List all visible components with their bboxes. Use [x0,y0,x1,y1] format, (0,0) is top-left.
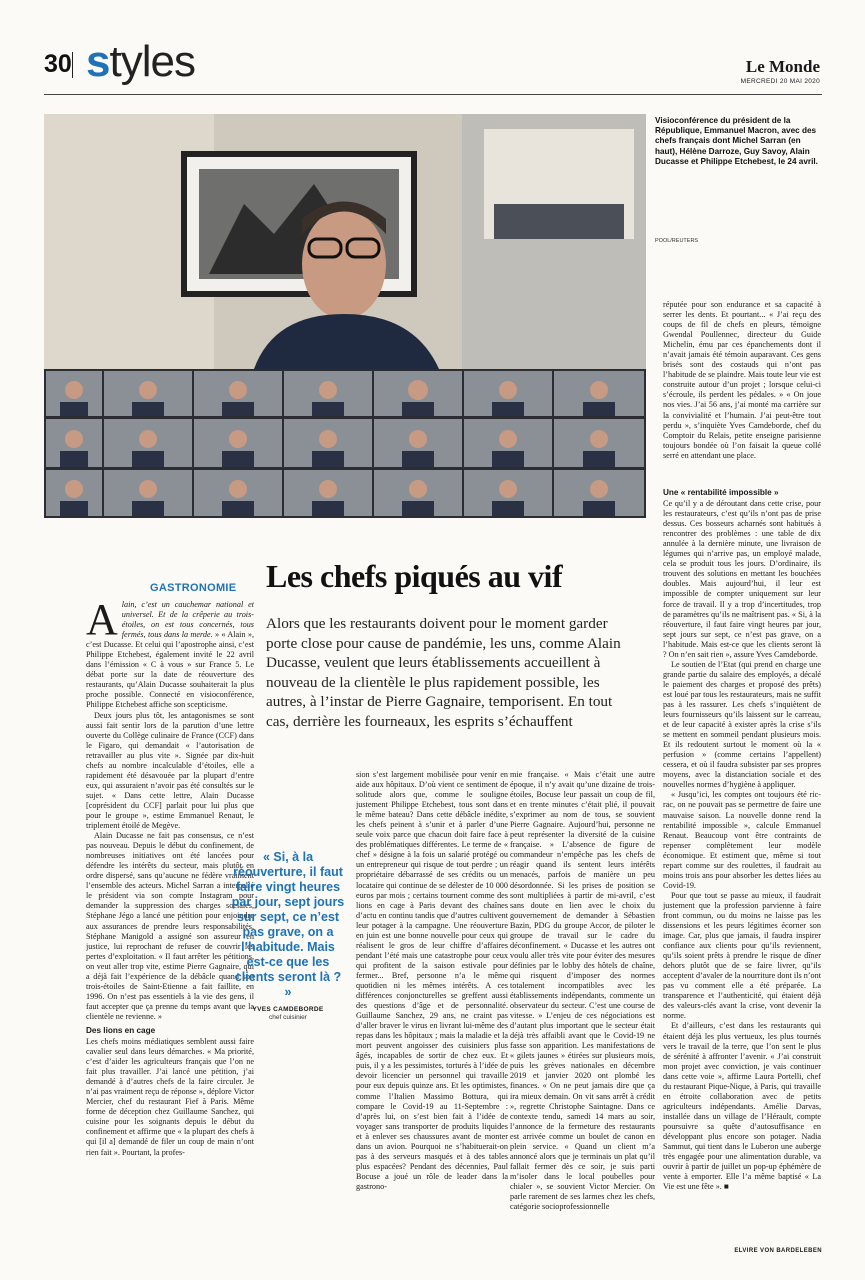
section-rest: tyles [109,37,195,86]
section-title [86,38,195,86]
paragraph: Ce qu’il y a de déroutant dans cette crise, pour les restaurateurs, c’est qu’ils n’ont pas de prise dessus. Ces bosseurs acharnés sont habitués à rencontrer des problèmes : une table de dix annulée à la dernière minute, une livraison de légumes qui n’arrive pas, un employé malade, cela se produit tous les jours. D’ordinaire, ils trouvent des solutions en mettant les bouchées doubles. Mais aujourd’hui, il leur est impossible de compter uniquement sur leur force de travail. Il y a trop d’incertitudes, trop de paramètres qu’ils ne maîtrisent pas. « Si, à la réouverture, il faut faire vingt heures par jour, sept jours sur sept, ce n’est pas grave, on a l’habitude. Mais est-ce que les clients seront là ? On n’en sait rien », assure Yves Camdeborde. [663,499,821,659]
drop-cap: A [86,600,118,644]
videoconference-photo [44,114,646,518]
article-lead: Alors que les restaurants doivent pour le moment garder porte close pour cause de pandémie, les uns, comme Alain Ducasse, veulent que leurs établissements accueillent à nouveau de la clientèle le plus rapidement possible, les autres, à l’instar de Pierre Gagnaire, temporisent. En tout cas, derrière les fourneaux, les esprits s’échauffent [266,615,621,730]
paragraph: Deux jours plus tôt, les antagonismes se sont aussi fait sentir lors de la parution d’une lettre ouverte du Collège culinaire de France (CCF) dans le Figaro, qui demandait « l’autorisation de retravailler au plus vite ». Signée par dix-huit chefs au nombre incalculable d’étoiles, elle a rapidement été désavouée par la plupart d’entre eux, qui assuraient n’avoir pas été consultés sur le sujet. « Dans cette lettre, Alain Ducasse [coprésident du CCF] parlait pour lui plus que pour le groupe », estime Emmanuel Renaut, le triplement étoilé de Megève. [86,710,254,831]
article-column-3 [510,770,655,1260]
author-signature: ELVIRE VON BARDELEBEN [734,1248,822,1254]
paragraph: Et d’ailleurs, c’est dans les restaurants qui étaient déjà les plus vertueux, les plus tournés vers le travail de la terre, que l’on sent le plus de sérénité à affronter l’avenir. « J’ai construit mon projet avec conviction, je vais continuer dans cette voie », affirme Laura Portelli, chef du restaurant Pique-Nique, à Paris, qui travaille en étroite collaboration avec de petits agriculteurs indépendants. Amélie Darvas, installée dans un village de l’Hérault, compte poursuivre sa quête d’autosuffisance en développant plus encore son potager. Nadia Sammut, qui tient dans le Luberon une auberge très engagée pour une alimentation durable, va ouvrir à partir de juillet un pop-up éphémère de vente à emporter. Elle l’a même baptisé « La Vie est une fête ». ■ [663,1021,821,1192]
masthead-logo: Le Monde [745,57,820,76]
pull-quote [230,850,346,1021]
quote-text: lain, c’est un cauchemar national et universel. Et de la crêperie au trois-étoiles, on est tous concernés, tous fermés, tous dans la merde. [121,600,254,640]
paragraph: Alain Ducasse ne fait pas consensus, ce n’est pas nouveau. Depuis le début du confinement, de nombreuses initiatives ont été lancées pour défendre les intérêts du secteur, mais plutôt en ordre dispersé, sans qu’aucune ne fédère vraiment l’ensemble des acteurs. Michel Sarran a interpellé le président via son compte Instagram pour demander la suppression des charges sociales, Stéphane Jégo a lancé une pétition pour enjoindre aux assurances de prendre leurs responsabilités, Stéphane Manigold a assigné son assureur en justice, lui reprochant de refuser de couvrir les pertes d’exploitation. « Il faut arrêter les pétitions, on veut aller trop vite, estime Pierre Gagnaire, qui a déjà fait l’expérience de la débâcle quand son trois-étoiles de Saint-Etienne a fait faillite, en 1996. On n’est pas essentiels à la vie des gens, il faut accepter que ça prenne du temps avant que la clientèle ne revienne. » [86,831,254,1021]
paragraph: Les chefs moins médiatiques semblent aussi faire cavalier seul dans leurs démarches. « Ma priorité, c’est d’aider les agriculteurs français que l’on ne fait plus travailler. J’ai lancé une pétition, j’ai demandé à d’autres chefs de la faire circuler. Je n’ai pas vraiment reçu de réponse », déplore Victor Mercier, chef du restaurant Fief à Paris. Même forme de déception chez Guillaume Sanchez, qui cuisine pour les soignants depuis le début du confinement et affirme que « la plupart des chefs à qui [il a] demandé de filer un coup de main n’ont rien fait ». Pourtant, la profes- [86,1037,254,1157]
pull-quote-role: chef cuisinier [269,1014,307,1021]
page-number: 30 [44,50,72,78]
photo-credit: POOL/REUTERS [655,238,699,244]
videoconference-illustration [44,114,646,518]
intertitle: Une « rentabilité impossible » [663,488,779,497]
intertitle: Des lions en cage [86,1025,156,1035]
section-initial: s [86,37,110,86]
article-rubric: GASTRONOMIE [150,582,237,594]
paragraph: mie française. « Mais c’était une autre époque, il n’y avait qu’une dizaine de trois-étoiles, Bocuse leur passait un coup de fil, et en trente minutes c’était plié, il pouvait s’exprimer au nom de tous, se souvient Pierre Gagnaire. Aujourd’hui, personne ne peut représenter la diversité de la cuisine française. » L’absence de figure de commandeur n’empêche pas les chefs de réagir quand ils sentent leurs intérêts menacés, parfois de manière un peu désordonnée. Si les prises de position se sont multipliées à partir de mi-avril, c’est sans doute en lien avec le choix du gouvernement de demander à Sébastien Bazin, PDG du groupe Accor, de piloter le groupe de travail sur le cadre du déconfinement. « Ducasse et les autres ont voulu aller très vite pour éviter des mesures définies par le lobby des hôtels de chaîne, qui risquent d’imposer des normes totalement incompatibles avec les établissements indépendants, commente un observateur du secteur. C’est une course de vitesse. » L’enjeu de ces négociations est d’autant plus important que le secteur était déjà très affaibli avant que le Covid-19 ne fasse son apparition. Les manifestations de « gilets jaunes » étirées sur plusieurs mois, puis les grèves nationales en décembre 2019 et janvier 2020 ont plombé les finances. « On ne peut jamais dire que ça ira mieux demain. On vit sans arrêt à crédit », regrette Christophe Saintagne. Dans ce contexte tendu, samedi 14 mars au soir, l’annonce de la fermeture des restaurants est arrivée comme un boulet de canon en plein service. « Quand un client m’a annoncé alors que je terminais un plat qu’il fallait fermer dès ce soir, je suis parti m’isoler dans le local poubelles pour chialer », se souvient Victor Mercier. On parle rarement de ses larmes chez les chefs, catégorie socioprofessionnelle [510,770,655,1212]
paragraph [86,600,254,711]
photo-caption: Visioconférence du président de la République, Emmanuel Macron, avec des chefs français dont Michel Sarran (en haut), Hélène Darroze, Guy Savoy, Alain Ducasse et Philippe Etchebest, le 24 avril. [655,116,818,166]
paragraph-text: » « Alain », c’est Ducasse. Et celui qui l’apostrophe ainsi, c’est Philippe Etchebest, également invité le 22 avril dans l’émission « C à vous » sur France 5. Le débat porte sur la date de réouverture des restaurants, qu’Alain Ducasse souhaiterait la plus proche possible. Connecté en visioconférence, Philippe Etchebest affiche son scepticisme. [86,630,254,710]
pull-quote-text: « Si, à la réouverture, il faut faire vingt heures par jour, sept jours sur sept, ce n’est pas grave, on a l’habitude. Mais est-ce que les clients seront là ? » [231,850,345,999]
header-separator [72,52,73,78]
article-column-4 [663,484,821,1254]
article-title: Les chefs piqués au vif [266,558,563,594]
paragraph: Le soutien de l’Etat (qui prend en charge une grande partie du salaire des employés, a décalé le paiement des charges et proposé des prêts) est loué par tous les restaurateurs, mais ne suffit pas à les rassurer. Les chefs s’inquiètent de leurs fournisseurs qu’ils laissent sur le carreau, et de leur capacité à exister après la crise s’ils se mettent en sommeil pendant plusieurs mois. Et ils redoutent surtout le moment où la « perfusion » (comme certains l’appellent) cessera, et où il faudra subsister par ses propres moyens, avec la distanciation sociale et des nouvelles normes d’hygiène à appliquer. [663,659,821,790]
header-rule [44,94,822,95]
pull-quote-author: YVES CAMDEBORDE [252,1006,324,1013]
paragraph: Pour que tout se passe au mieux, il faudrait justement que la profession parvienne à faire front commun, ou du moins ne laisse pas les dissensions et les peurs légitimes écorner son image. Car, plus que jamais, il faudra inspirer confiance aux clients pour qu’ils reviennent, qu’ils soient prêts à prendre le risque de dîner dehors plutôt que de se faire livrer, qu’ils acceptent d’avaler de la nourriture dont ils n’ont pas vu comment elle a été préparée. La transparence et l’authenticité, qui étaient déjà des valeurs-clés avant la crise, vont devenir la norme. [663,890,821,1021]
article-column-1 [86,600,254,1250]
paragraph: sion s’est largement mobilisée pour venir en aide aux hôpitaux. D’où vient ce sentiment de solitude alors que, comme le souligne justement Philippe Etchebest, tous sont dans le même bateau? Dans cette débâcle inédite, les chefs peinent à s’unir et à parler d’une seule voix parce que chacun doit faire face à des problématiques différentes. Le terme de « chef » désigne à la fois un salarié protégé ou un entrepreneur qui risque de tout perdre ; un propriétaire débarrassé de ses crédits ou un locataire qui continue de se délester de 10 000 euros par mois ; certains tournent comme des lions en cage à Paris devant des chaînes d’actu en continu tandis que d’autres cultivent leur potager à la campagne. Une réouverture en juin est une bonne nouvelle pour ceux qui réalisent le gros de leur chiffre d’affaires pendant l’été mais une catastrophe pour ceux qui profitent de la saison estivale pour fermer... Bref, personne n’a le même quotidien ni les mêmes intérêts. A ces différences conjoncturelles se greffent aussi des questions d’âge et de personnalité. Guillaume Sanchez, 29 ans, ne craint pas d’aller braver le virus en livrant lui-même des repas dans les hôpitaux ; mais la maladie et la mort peuvent angoisser des cuisiniers plus âgés, incapables de sortir de chez eux. Et puis, il y a les pessimistes, torturés à l’idée de devoir licencier un personnel qui travaille pour eux depuis quinze ans. Et les optimistes, comme l’Italien Massimo Bottura, qui compare le Covid-19 au 11-Septembre : d’après lui, on s’est bien fait à l’idée de voyager sans transporter de produits liquides et à enlever ses chaussures avant de monter dans un avion. Pourquoi ne s’habituerait-on pas à des serveurs masqués et à des tables plus espacées? Pendant des décennies, Paul Bocuse a joué un rôle de leader dans la gastrono- [356,770,508,1191]
article-column-2 [356,770,508,1260]
paragraph: « Jusqu’ici, les comptes ont toujours été ric-rac, on ne pouvait pas se permettre de faire une mauvaise saison. La nouvelle donne rend la rentabilité impossible », calcule Emmanuel Renaut. Beaucoup vont être contraints de repenser complètement leur modèle économique. Et estiment que, même si tout repart comme sur des roulettes, il faudrait au moins trois ans pour absorber les dettes liées au Covid-19. [663,790,821,890]
paragraph: réputée pour son endurance et sa capacité à serrer les dents. Et pourtant... « J’ai reçu des coups de fil de chefs en pleurs, témoigne Gwendal Poullennec, directeur du Guide Michelin, ému par ces épanchements dont il n’avait jamais été témoin auparavant. Ces gens brisés sont des costauds qui n’ont pas l’habitude de se plaindre. Mais toute leur vie est construite autour d’un projet ; lorsque celui-ci s’écroule, ils perdent les pédales. » « On joue nos vies. J’ai 56 ans, j’ai monté ma carrière sur la convivialité et l’humain. J’ai peut-être tout perdu », s’inquiète Yves Camdeborde, chef du Comptoir du Relais, petite enseigne parisienne toujours bondée où l’on faisait la queue collé serré en attendant une place. [663,300,821,460]
publication-date: MERCREDI 20 MAI 2020 [740,78,820,85]
article-column-4-top [663,300,821,500]
